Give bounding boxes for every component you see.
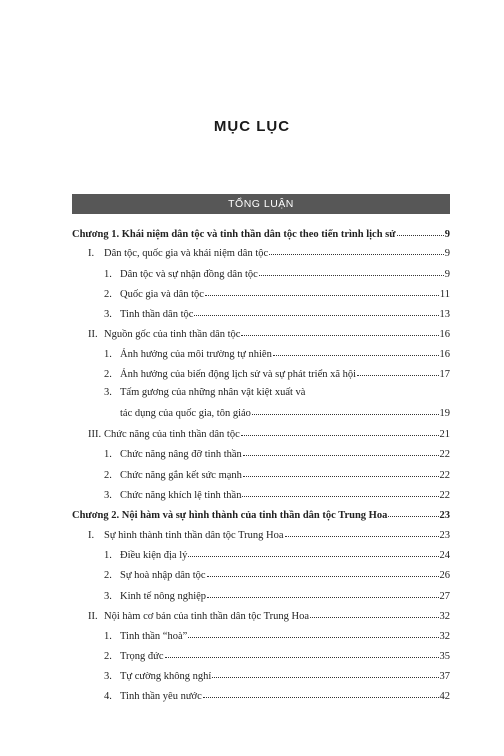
toc-label: tác dụng của quốc gia, tôn giáo <box>120 408 251 419</box>
toc-subsection[interactable] <box>104 366 450 380</box>
dot-leader <box>165 647 439 658</box>
toc-label: Quốc gia và dân tộc <box>120 289 204 300</box>
toc-number: 2. <box>104 651 112 662</box>
toc-label: Trọng đức <box>120 651 164 662</box>
toc-number: 3. <box>104 387 112 398</box>
toc-number: 3. <box>104 671 112 682</box>
toc-section[interactable] <box>88 326 450 340</box>
toc-subsection[interactable] <box>104 668 450 682</box>
toc-chapter-1[interactable] <box>72 226 450 240</box>
toc-subsection[interactable] <box>104 266 450 280</box>
toc-number: 3. <box>104 591 112 602</box>
toc-section[interactable] <box>88 245 450 259</box>
toc-subsection[interactable] <box>104 588 450 602</box>
dot-leader <box>243 466 439 477</box>
toc-number: 1. <box>104 349 112 360</box>
toc-label: Dân tộc và sự nhận đồng dân tộc <box>120 269 258 280</box>
toc-page-number: 37 <box>439 671 450 682</box>
dot-leader <box>357 365 438 376</box>
toc-page-number: 22 <box>439 449 450 460</box>
dot-leader <box>242 486 438 497</box>
toc-page-number: 9 <box>444 248 450 259</box>
toc-subsection[interactable] <box>104 688 450 702</box>
toc-page-number: 16 <box>439 349 450 360</box>
toc-label: Tinh thần “hoà” <box>120 631 188 642</box>
section-header: TỔNG LUẬN <box>72 194 450 214</box>
toc-number: 3. <box>104 309 112 320</box>
toc-page-number: 32 <box>439 631 450 642</box>
toc-label: Chức năng nâng đỡ tinh thần <box>120 449 242 460</box>
toc-number: II. <box>88 611 98 622</box>
dot-leader <box>205 285 439 296</box>
toc-page-number: 35 <box>439 651 450 662</box>
toc-page-number: 19 <box>439 408 450 419</box>
toc-label: Tinh thần dân tộc <box>120 309 194 320</box>
toc-label: Kinh tế nông nghiệp <box>120 591 207 602</box>
toc-label: Chương 2. Nội hàm và sự hình thành của tinh thần dân tộc Trung Hoa <box>72 510 388 521</box>
toc-label: Ảnh hưởng của biến động lịch sử và sự phát triển xã hội <box>120 369 357 380</box>
toc-number: 2. <box>104 470 112 481</box>
toc-subsection[interactable] <box>104 648 450 662</box>
toc-subsection[interactable] <box>104 628 450 642</box>
toc-subsection[interactable] <box>104 547 450 561</box>
toc-page-number: 27 <box>439 591 450 602</box>
dot-leader <box>241 425 439 436</box>
toc-section[interactable] <box>88 426 450 440</box>
toc-number: 3. <box>104 490 112 501</box>
toc-label: Chức năng khích lệ tinh thần <box>120 490 242 501</box>
toc-subsection[interactable] <box>104 567 450 581</box>
toc-section[interactable] <box>88 527 450 541</box>
dot-leader <box>397 225 444 236</box>
toc-number: 1. <box>104 631 112 642</box>
dot-leader <box>207 566 439 577</box>
toc-page-number: 23 <box>439 530 450 541</box>
toc-subsection[interactable] <box>104 286 450 300</box>
toc-label: Tấm gương của những nhân vật kiệt xuất và <box>120 387 306 398</box>
toc-number: 1. <box>104 269 112 280</box>
toc-label: Tinh thần yêu nước <box>120 691 202 702</box>
dot-leader <box>252 404 439 415</box>
toc-page-number: 22 <box>439 490 450 501</box>
toc-label: Ảnh hưởng của môi trường tự nhiên <box>120 349 272 360</box>
toc-number: II. <box>88 329 98 340</box>
dot-leader <box>269 244 444 255</box>
toc-page-number: 13 <box>439 309 450 320</box>
toc-page-number: 16 <box>439 329 450 340</box>
toc-subsection-continuation[interactable] <box>120 405 450 419</box>
toc-subsection-first-line[interactable] <box>104 386 305 400</box>
toc-number: I. <box>88 530 95 541</box>
toc-label: Nguồn gốc của tinh thần dân tộc <box>104 329 241 340</box>
toc-number: 2. <box>104 369 112 380</box>
toc-number: 1. <box>104 449 112 460</box>
dot-leader <box>388 506 438 517</box>
toc-page-number: 23 <box>439 510 450 521</box>
toc-page-number: 24 <box>439 550 450 561</box>
toc-subsection[interactable] <box>104 446 450 460</box>
toc-number: 2. <box>104 289 112 300</box>
toc-section[interactable] <box>88 608 450 622</box>
toc-page-number: 17 <box>439 369 450 380</box>
toc-label: Dân tộc, quốc gia và khái niệm dân tộc <box>104 248 269 259</box>
dot-leader <box>243 445 439 456</box>
toc-chapter-2[interactable] <box>72 507 450 521</box>
toc-label: Tự cường không nghỉ <box>120 671 212 682</box>
dot-leader <box>194 305 438 316</box>
toc-label: Chức năng của tinh thần dân tộc <box>104 429 240 440</box>
toc-subsection[interactable] <box>104 346 450 360</box>
toc-subsection[interactable] <box>104 306 450 320</box>
toc-subsection[interactable] <box>104 487 450 501</box>
toc-subsection[interactable] <box>104 467 450 481</box>
toc-page-number: 42 <box>439 691 450 702</box>
dot-leader <box>310 607 438 618</box>
dot-leader <box>259 265 444 276</box>
toc-page-number: 22 <box>439 470 450 481</box>
toc-label: Điều kiện địa lý <box>120 550 188 561</box>
dot-leader <box>203 687 439 698</box>
dot-leader <box>241 325 438 336</box>
toc-page-number: 21 <box>439 429 450 440</box>
toc-label: Chức năng gắn kết sức mạnh <box>120 470 242 481</box>
dot-leader <box>207 587 438 598</box>
dot-leader <box>273 345 439 356</box>
dot-leader <box>188 627 438 638</box>
toc-number: 4. <box>104 691 112 702</box>
toc-number: 2. <box>104 570 112 581</box>
dot-leader <box>285 526 439 537</box>
toc-page-number: 32 <box>439 611 450 622</box>
toc-page-number: 9 <box>444 229 450 240</box>
toc-page-number: 26 <box>439 570 450 581</box>
dot-leader <box>212 667 438 678</box>
dot-leader <box>188 546 438 557</box>
toc-number: III. <box>88 429 102 440</box>
page-title: MỤC LỤC <box>213 118 291 135</box>
toc-label: Sự hoà nhập dân tộc <box>120 570 206 581</box>
toc-label: Sự hình thành tinh thần dân tộc Trung Hoa <box>104 530 284 541</box>
toc-number: I. <box>88 248 95 259</box>
toc-label: Chương 1. Khái niệm dân tộc và tinh thần dân tộc theo tiến trình lịch sử <box>72 229 396 240</box>
toc-label: Nội hàm cơ bản của tinh thần dân tộc Trung Hoa <box>104 611 310 622</box>
toc-number: 1. <box>104 550 112 561</box>
toc-page-number: 9 <box>444 269 450 280</box>
toc-page-number: 11 <box>439 289 450 300</box>
